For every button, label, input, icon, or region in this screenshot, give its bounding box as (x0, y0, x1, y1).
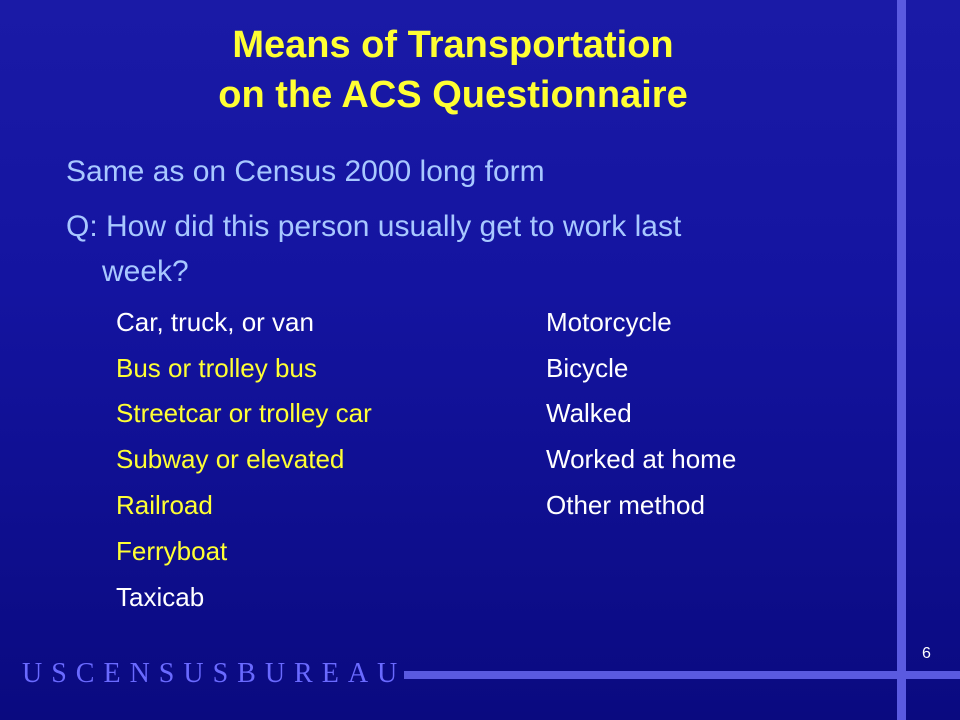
option-taxicab: Taxicab (116, 582, 205, 612)
slide-title (0, 20, 906, 120)
option-bus: Bus or trolley bus (116, 353, 317, 383)
option-car-truck-van: Car, truck, or van (116, 307, 314, 337)
page-number: 6 (922, 645, 931, 662)
option-ferryboat: Ferryboat (116, 536, 228, 566)
option-streetcar: Streetcar or trolley car (116, 398, 372, 428)
option-worked-at-home: Worked at home (546, 444, 737, 474)
option-motorcycle: Motorcycle (546, 307, 672, 337)
bullet-question-line-1: Q: How did this person usually get to work last (66, 210, 682, 243)
option-subway: Subway or elevated (116, 444, 345, 474)
census-bureau-logo: USCENSUSBUREAU (22, 658, 407, 689)
option-walked: Walked (546, 398, 632, 428)
bullet-census-2000: Same as on Census 2000 long form (66, 155, 545, 188)
option-other-method: Other method (546, 490, 705, 520)
title-line-2: on the ACS Questionnaire (218, 74, 688, 116)
option-bicycle: Bicycle (546, 353, 629, 383)
title-line-1: Means of Transportation (232, 24, 674, 66)
option-railroad: Railroad (116, 490, 213, 520)
bullet-question-line-2: week? (102, 255, 189, 288)
horizontal-accent-line (404, 671, 960, 679)
